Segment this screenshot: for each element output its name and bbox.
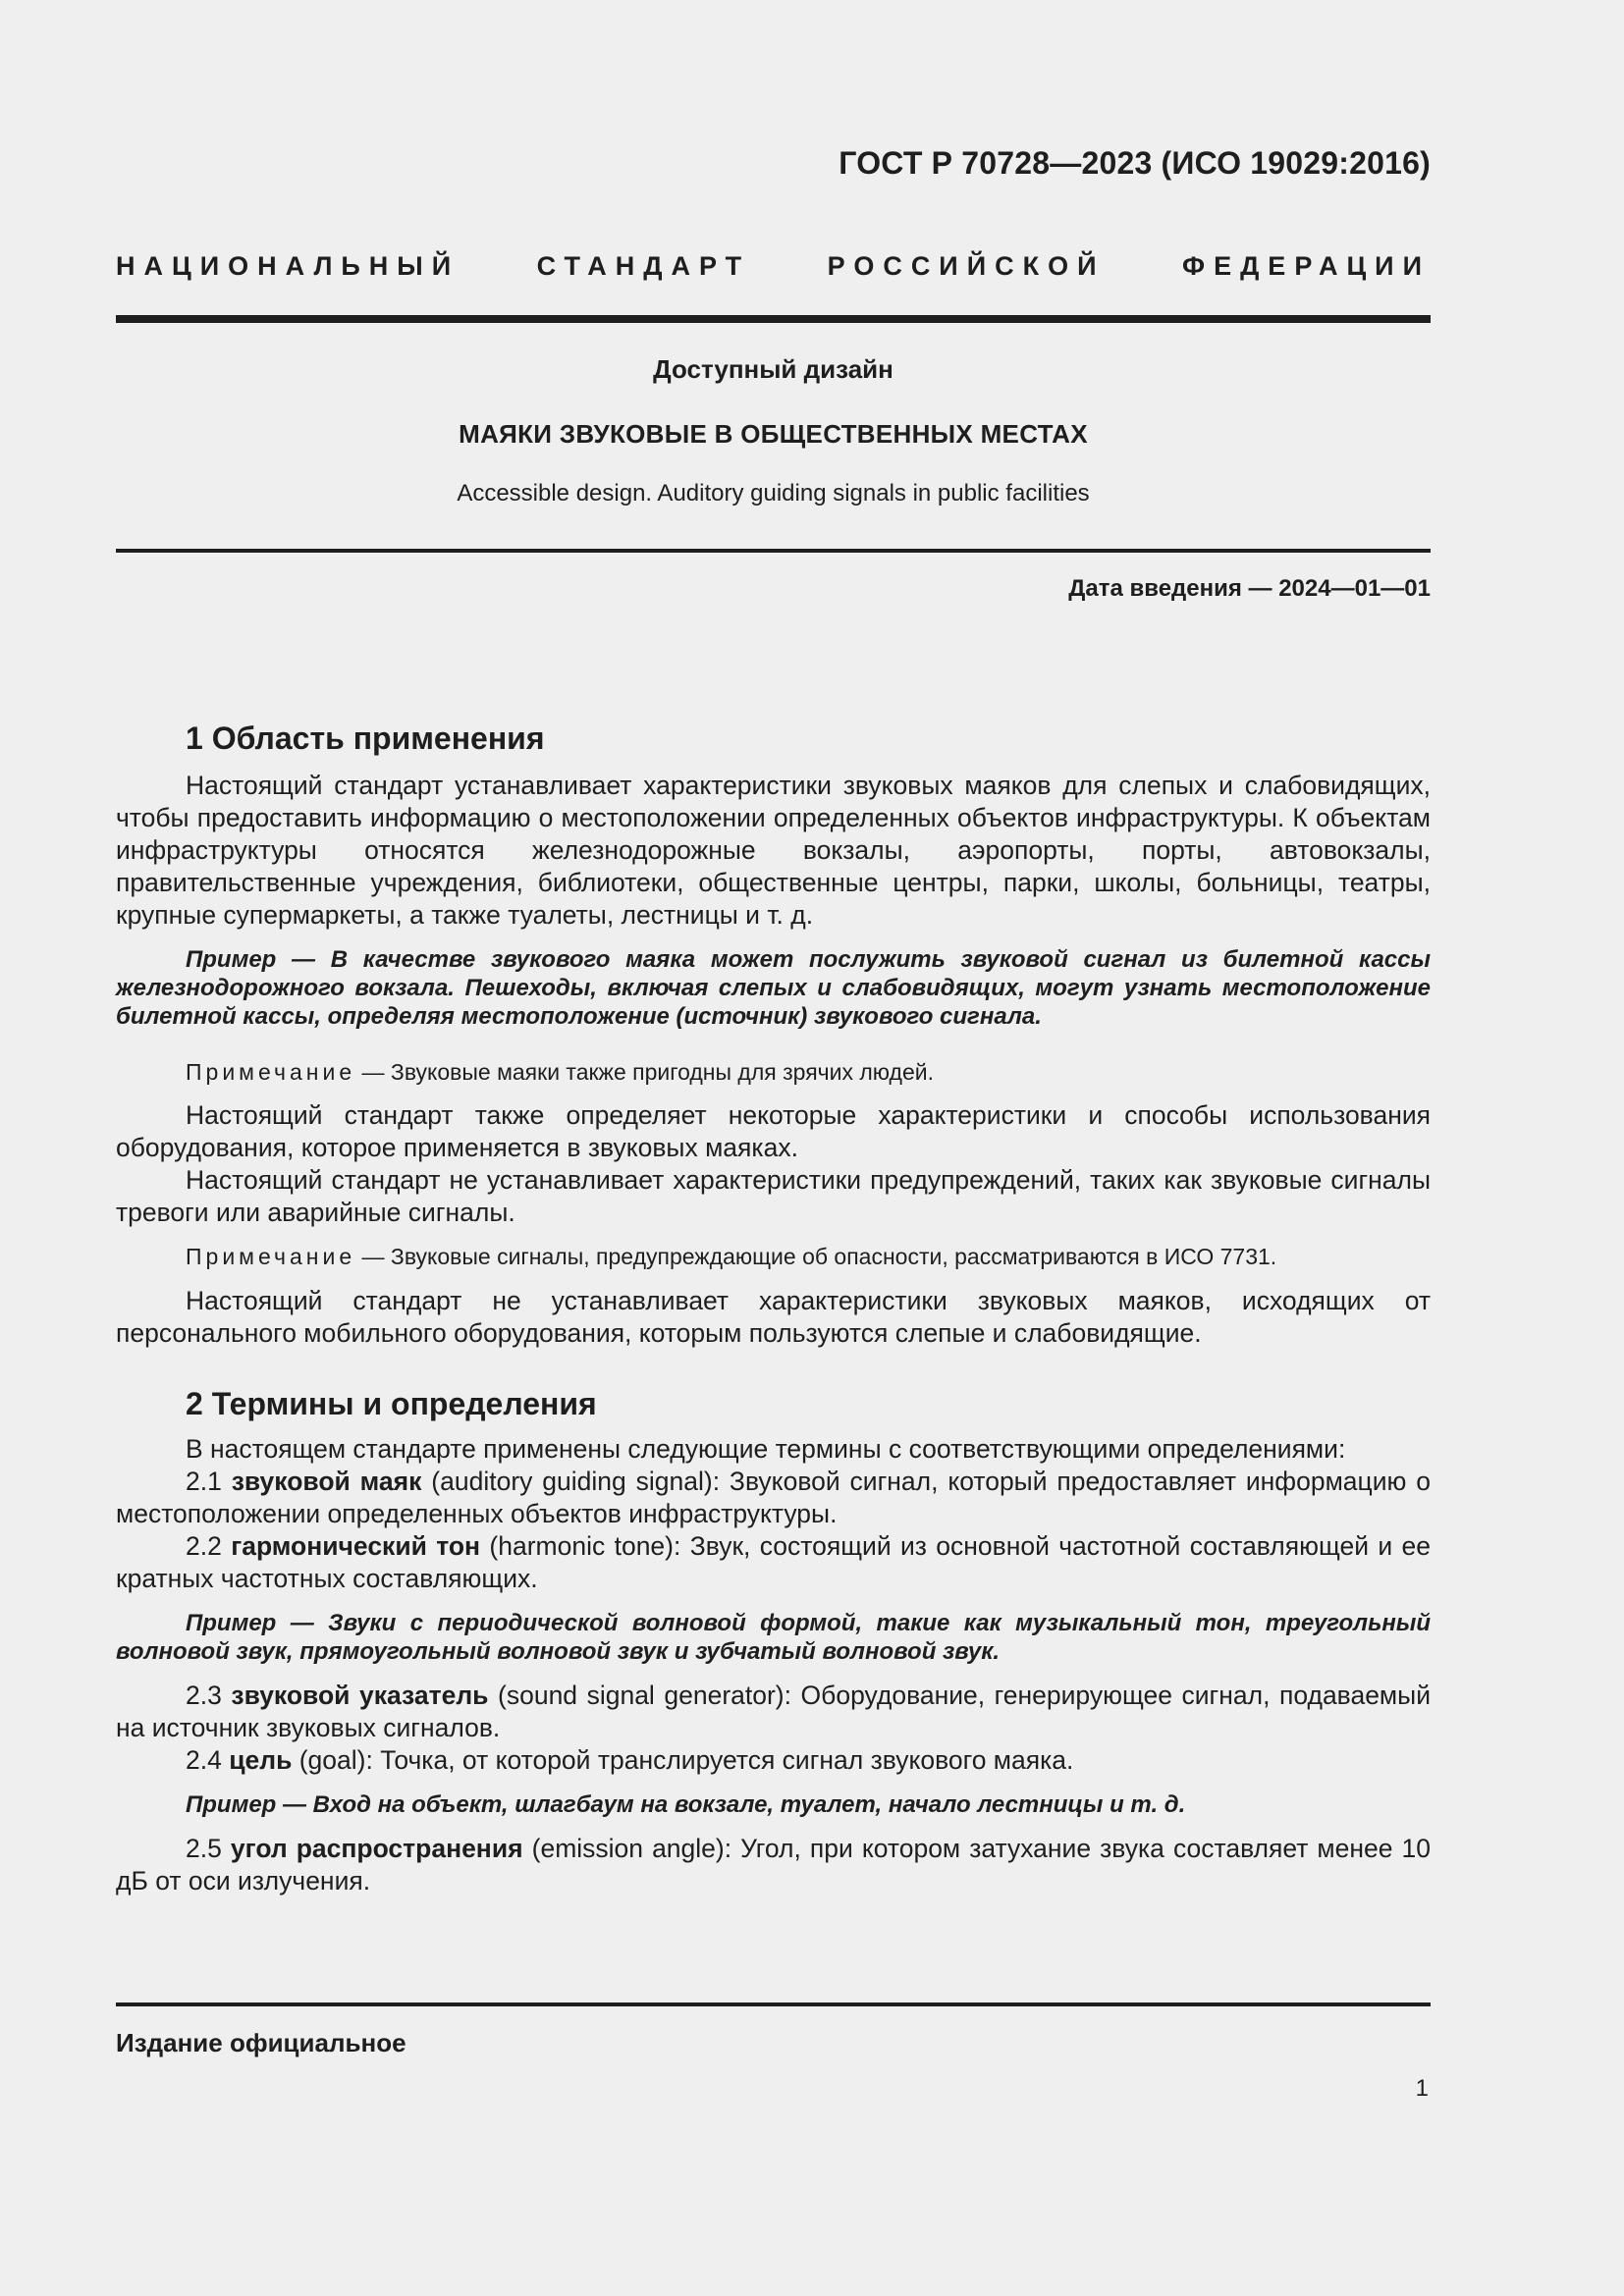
term-2-2-example: Пример — Звуки с периодической волновой формой, такие как музыкальный тон, треугольный волновой звук, прямоугольный волновой звук и зубчатый волновой звук.: [116, 1610, 1431, 1665]
term-2-5: [116, 1833, 1431, 1897]
scope-paragraph-4: Настоящий стандарт не устанавливает характеристики звуковых маяков, исходящих от персонального мобильного оборудования, которым пользуются слепые и слабовидящие.: [116, 1286, 1431, 1348]
scope-note-2: [116, 1243, 1431, 1271]
section-1-heading: 1 Область применения: [186, 721, 545, 756]
title-divider: [116, 549, 1431, 553]
scope-paragraph-2: Настоящий стандарт также определяет некоторые характеристики и способы использования оборудования, которое применяется в звуковых маяках.: [116, 1100, 1431, 1162]
term-2-4-example: Пример — Вход на объект, шлагбаум на вокзале, туалет, начало лестницы и т. д.: [186, 1791, 1186, 1818]
term-name: цель: [229, 1745, 293, 1775]
term-definition: (goal): Точка, от которой транслируется сигнал звукового маяка.: [292, 1745, 1074, 1775]
note-label: Примечание: [186, 1244, 356, 1269]
term-number: 2.3: [186, 1681, 232, 1710]
scope-example: Пример — В качестве звукового маяка может послужить звуковой сигнал из билетной кассы железнодорожного вокзала. Пешеходы, включая слепых и слабовидящих, могут узнать местоположение билетной кассы, определяя местоположение (источник) звукового сигнала.: [116, 946, 1431, 1030]
page-number: 1: [1415, 2075, 1429, 2102]
term-definition: (emission angle): Угол, при котором затухание звука составляет менее 10 дБ от оси излучения.: [116, 1834, 1432, 1896]
term-name: звуковой маяк: [231, 1467, 422, 1496]
term-2-2: [116, 1530, 1431, 1595]
scope-paragraph-3: Настоящий стандарт не устанавливает характеристики предупреждений, таких как звуковые сигналы тревоги или аварийные сигналы.: [116, 1165, 1431, 1227]
introduction-date: Дата введения — 2024—01—01: [1068, 575, 1431, 602]
document-subtitle: Доступный дизайн: [653, 354, 893, 384]
scope-note-1: [116, 1058, 1431, 1087]
term-definition: (sound signal generator): Оборудование, генерирующее сигнал, подаваемый на источник звуковых сигналов.: [116, 1681, 1432, 1742]
note-text: — Звуковые маяки также пригодны для зрячих людей.: [355, 1059, 934, 1085]
footer-divider: [116, 2002, 1431, 2006]
term-definition: (auditory guiding signal): Звуковой сигнал, который предоставляет информацию о местоположении определенных объектов инфраструктуры.: [116, 1467, 1432, 1528]
terms-intro: В настоящем стандарте применены следующие термины с соответствующими определениями:: [186, 1434, 1346, 1464]
note-label: Примечание: [186, 1059, 356, 1085]
term-2-4: [116, 1744, 1431, 1777]
term-name: угол распространения: [230, 1834, 523, 1863]
document-title: МАЯКИ ЗВУКОВЫЕ В ОБЩЕСТВЕННЫХ МЕСТАХ: [459, 419, 1088, 449]
term-number: 2.5: [186, 1834, 231, 1863]
term-number: 2.2: [186, 1531, 232, 1561]
term-name: гармонический тон: [231, 1531, 481, 1561]
term-2-1: [116, 1466, 1431, 1530]
term-2-3: [116, 1680, 1431, 1744]
document-title-english: Accessible design. Auditory guiding signals in public facilities: [457, 480, 1090, 507]
term-number: 2.1: [186, 1467, 232, 1496]
gost-code: ГОСТ Р 70728—2023 (ИСО 19029:2016): [839, 145, 1431, 181]
document-body: [116, 717, 1431, 1897]
section-2-heading: 2 Термины и определения: [186, 1386, 597, 1421]
official-edition-label: Издание официальное: [116, 2028, 406, 2057]
term-number: 2.4: [186, 1745, 230, 1775]
note-text: — Звуковые сигналы, предупреждающие об опасности, рассматриваются в ИСО 7731.: [355, 1244, 1277, 1269]
term-definition: (harmonic tone): Звук, состоящий из основной частотной составляющей и ее кратных частотных составляющих.: [116, 1531, 1431, 1593]
national-standard-banner: НАЦИОНАЛЬНЫЙ СТАНДАРТ РОССИЙСКОЙ ФЕДЕРАЦИИ: [116, 251, 1431, 281]
term-name: звуковой указатель: [231, 1681, 489, 1710]
scope-paragraph-1: Настоящий стандарт устанавливает характеристики звуковых маяков для слепых и слабовидящих, чтобы предоставить информацию о местоположении определенных объектов инфраструктуры. К объектам инфраструктуры относятся железнодорожные вокзалы, аэропорты, порты, автовокзалы, правительственные учреждения, библиотеки, общественные центры, парки, школы, больницы, театры, крупные супермаркеты, а также туалеты, лестницы и т. д.: [116, 771, 1431, 930]
header-divider: [116, 315, 1431, 323]
